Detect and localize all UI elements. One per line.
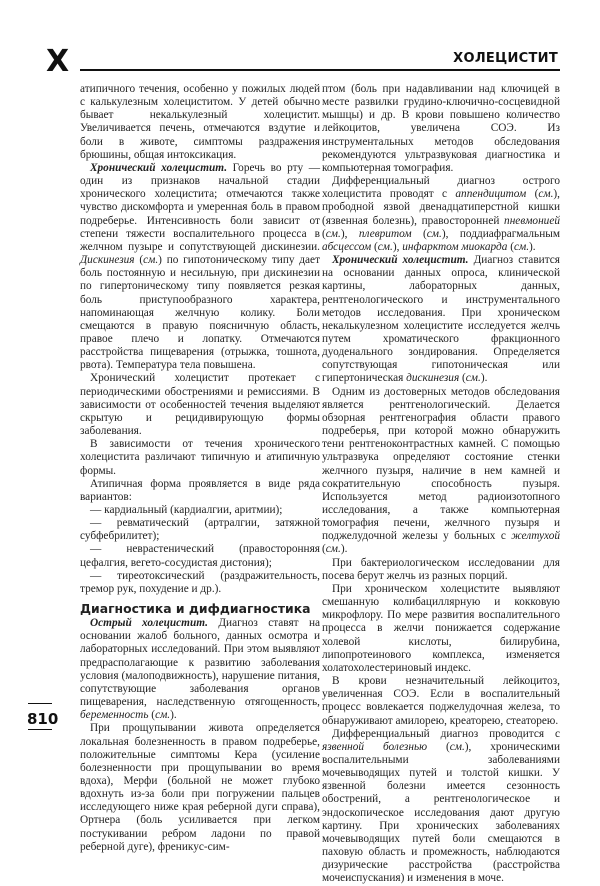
- text: ) по гипотоническому типу дает боль постоянную и несильную, при дискинезии по гипертоническому типу появляется резкая боль приступообразного характера, напоминающая желчную колику. Боли смещаются в правую поясничную область, правое плечо и лопатку. Отмечаются расстройства пищеварения (отрыжка, тошнота, рвота). Температура тела повышена.: [80, 254, 321, 372]
- paragraph: [322, 254, 560, 386]
- paragraph: [322, 557, 560, 583]
- left-column: [80, 83, 320, 854]
- paragraph: [80, 83, 320, 162]
- paragraph: [80, 438, 320, 477]
- text: атипичного течения, особенно у пожилых людей с калькулезным холециститом. У детей обычно бывает некалькулезный холецистит. Увеличивается печень, отмечаются вздутие и боли в животе, симптомы раздражения брюшины, общая интоксикация.: [80, 83, 320, 161]
- cross-reference: язвенной болезнью: [322, 740, 428, 753]
- text: — кардиальный (кардиалгии, аритмии);: [90, 504, 283, 516]
- right-column: [322, 83, 560, 886]
- paragraph: [322, 175, 560, 254]
- cross-reference: см.: [325, 543, 341, 556]
- text: (: [322, 227, 326, 240]
- text: — неврастенический (правосторонняя цефалгия, вегето-сосудистая дистония);: [80, 543, 320, 569]
- text: При прощупывании живота определяется локальная болезненность в правом подреберье, положительные симптомы Кера (усиление болезненности при прощупывании во время вдоха), Мерфи (больной не может глубоко вдохнуть из-за боли при погружении пальцев исследующего ниже края реберной дуги справа), Ортнера (боль усиливается при легком постукивании ребром ладони по правой реберной дуге), френикус-сим-: [80, 722, 320, 853]
- text: (: [526, 188, 539, 201]
- cross-reference: см.: [155, 709, 171, 722]
- cross-reference: см.: [513, 240, 530, 253]
- cross-reference: аппендицитом: [455, 188, 527, 201]
- cross-reference: инфарктом миокарда: [402, 240, 508, 253]
- cross-reference: см.: [377, 240, 393, 253]
- text: Дифференциальный диагноз проводится с: [332, 727, 560, 740]
- text: При хроническом холецистите выявляют смешанную колибациллярную и кокковую микрофлору. По мере развития воспалительного процесса в желчи понижается содержание холевой кислоты, билирубина, липопротеинового комплекса, изменяется холатохолестериновый индекс.: [322, 582, 560, 674]
- text: ),: [340, 227, 359, 240]
- paragraph: [80, 162, 320, 373]
- page-number-rule-top: [28, 703, 52, 704]
- paragraph: [322, 583, 560, 675]
- text: (: [459, 372, 466, 385]
- paragraph: [80, 372, 320, 438]
- text: В зависимости от течения хронического холецистита различают типичную и атипичную формы.: [80, 438, 320, 477]
- run-in-heading: Хронический холецистит.: [90, 161, 228, 174]
- cross-reference: пневмонией: [504, 214, 560, 227]
- text: ), прободной язвой двенадцатиперстной кишки (язвенная болезнь), правосторонней: [322, 188, 560, 227]
- list-item: [80, 517, 320, 543]
- list-item: [80, 570, 320, 596]
- text: ).: [480, 372, 488, 385]
- text: (: [507, 240, 514, 253]
- text: Хронический холецистит протекает с периодическими обострениями и ремиссиями. В зависимости от особенностей течения выделяют скрытую и рецидивирующую формы заболевания.: [80, 372, 320, 438]
- paragraph: [80, 617, 320, 722]
- running-title: ХОЛЕЦИСТИТ: [453, 51, 558, 66]
- text: (: [148, 709, 156, 722]
- text: При бактериологическом исследовании для посева берут желчь из разных порций.: [322, 556, 560, 582]
- page-number: 810: [27, 710, 59, 728]
- text: (: [322, 543, 326, 556]
- text: Диагноз ставится на основании данных опроса, клинической картины, лабораторных данных, рентгенологического и инструментального методов исследования. При хроническом некалькулезном холецистите исследуется желчь путем хроматического фракционного дуоденального зондирования. Определяется сопутствующая гипотоническая или гипертоническая: [322, 254, 560, 385]
- cross-reference: дискинезия: [406, 372, 460, 385]
- text: (: [427, 740, 450, 753]
- cross-reference: см.: [143, 254, 159, 267]
- paragraph: [322, 83, 560, 175]
- text: (: [371, 240, 378, 253]
- paragraph: [322, 386, 560, 557]
- section-heading: [80, 602, 320, 616]
- text: птом (боль при надавливании над ключицей в месте развилки грудино-ключично-сосцевидной мышцы) и др. В крови повышено количество лейкоцитов, увеличена СОЭ. Из инструментальных методов обследования рекомендуются ультразвуковая диагностика и компьютерная томография.: [322, 83, 560, 174]
- paragraph: [322, 675, 560, 728]
- cross-reference: беременность: [80, 709, 149, 722]
- list-item: [80, 504, 320, 517]
- text: ),: [392, 240, 403, 253]
- page-number-rule-bottom: [28, 729, 52, 730]
- cross-reference: см.: [325, 227, 341, 240]
- text: ), поддиафрагмальным: [441, 227, 560, 240]
- text: Диагноз ставят на основании жалоб больного, данных осмотра и лабораторных исследований. При этом выявляют предрасполагающие к развитию заболевания условия (малоподвижность), нарушение питания, сопутствующие заболевания органов пищеварения, наследственную отягощенность,: [80, 617, 320, 709]
- text: Дифференциальный диагноз острого холецистита проводят с: [322, 175, 560, 201]
- cross-reference: см.: [538, 188, 554, 201]
- text: — тиреотоксический (раздражительность, тремор рук, похудение и др.).: [80, 569, 320, 595]
- text: ).: [529, 240, 536, 253]
- text: ).: [170, 709, 177, 722]
- text: (: [134, 254, 144, 267]
- cross-reference: абсцессом: [322, 240, 372, 253]
- paragraph: [322, 728, 560, 886]
- text: Диагностика и дифдиагностика: [80, 601, 311, 617]
- text: Горечь во рту — один из признаков начальной стадии хронического холецистита; отмечаются также чувство дискомфорта и умеренная боль в правом подреберье. Интенсивность боли зависит от степени тяжести воспалительного процесса в желчном пузыре и сопутствующей дискинезии.: [80, 161, 320, 253]
- text: Одним из достоверных методов обследования является рентгенологический. Делается обзорная рентгенография области правого подреберья, при которой можно обнаружить тени рентгеноконтрастных камней. С помощью ультразвука определяют состояние стенки желчного пузыря, наличие в нем камней и сократительную способность пузыря. Используется метод радиоизотопного исследования, а также компьютерная томография печени, желчного пузыря и поджелудочной железы у больных с: [322, 385, 560, 543]
- run-in-heading: Острый холецистит.: [90, 617, 208, 630]
- cross-reference: желтухой: [511, 530, 560, 543]
- text: ).: [340, 543, 348, 556]
- paragraph: [80, 478, 320, 504]
- cross-reference: плевритом: [358, 227, 412, 240]
- text: — ревматический (артралгии, затяжной субфебрилитет);: [80, 517, 320, 543]
- text: В крови незначительный лейкоцитоз, увеличенная СОЭ. Если в воспалительный процесс вовлекается поджелудочная железа, то обнаруживают амилорею, креаторею, стеаторею.: [322, 675, 560, 727]
- paragraph: [80, 722, 320, 854]
- cross-reference: Дискинезия: [80, 254, 135, 267]
- cross-reference: см.: [449, 740, 465, 753]
- cross-reference: см.: [426, 227, 442, 240]
- list-item: [80, 543, 320, 569]
- header-rule: [80, 69, 560, 71]
- text: Атипичная форма проявляется в виде ряда вариантов:: [80, 477, 320, 503]
- text: (: [411, 227, 427, 240]
- chapter-letter: Х: [46, 44, 70, 79]
- text: ), хроническими воспалительными заболеваниями мочевыводящих путей и толстой кишки. У язвенной болезни имеется сезонность обострений, а рентгенологическое и эндоскопическое исследования дают другую картину. При хронических заболеваниях мочевыводящих путей боли смещаются в паховую область и промежность, наблюдаются дизурические расстройства (расстройства мочеиспускания) и изменения в моче.: [322, 740, 561, 885]
- cross-reference: см.: [465, 372, 481, 385]
- run-in-heading: Хронический холецистит.: [332, 254, 469, 267]
